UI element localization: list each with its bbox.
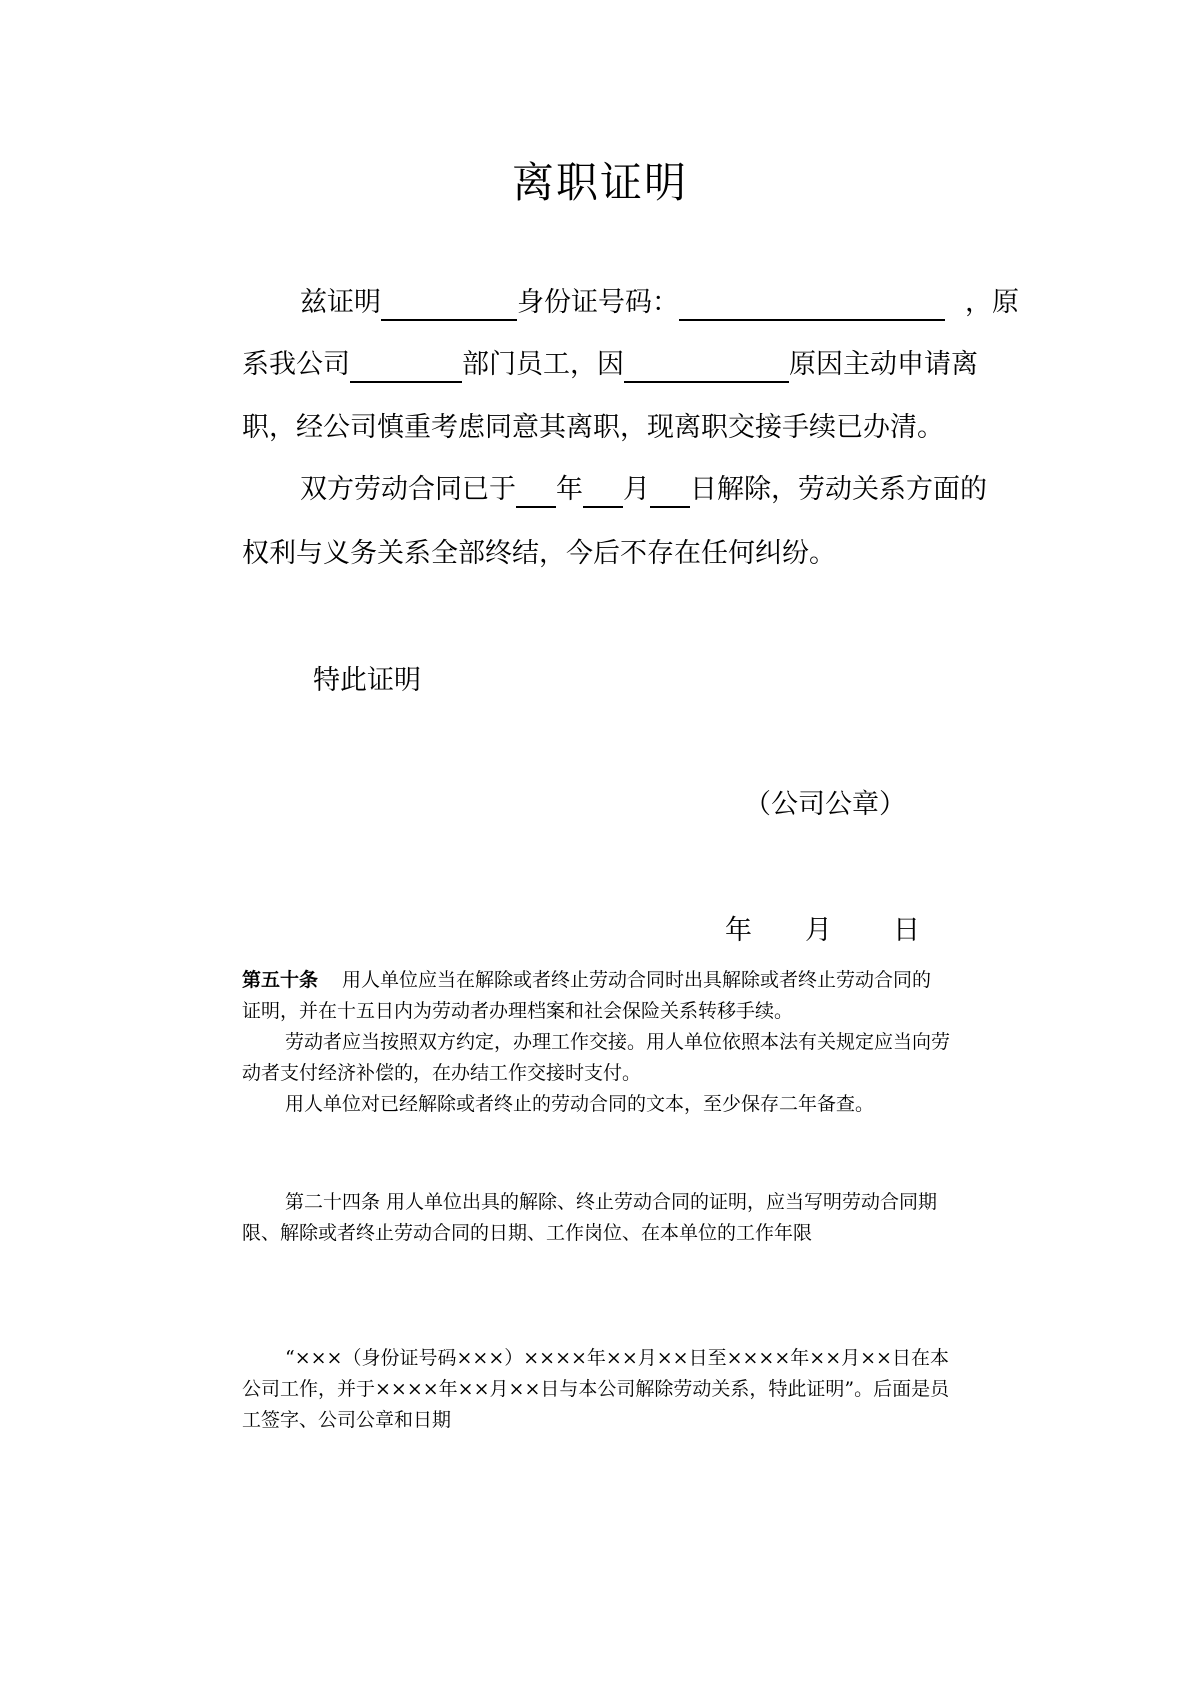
text: 年 xyxy=(556,474,583,505)
law50-line3: 劳动者应当按照双方约定，办理工作交接。用人单位依照本法有关规定应当向劳 xyxy=(285,1031,951,1053)
id-number-blank[interactable] xyxy=(679,289,945,321)
closing-text: 特此证明 xyxy=(313,665,421,696)
department-blank[interactable] xyxy=(350,351,462,383)
text: 部门员工，因 xyxy=(462,349,624,380)
law24-line1: 第二十四条 用人单位出具的解除、终止劳动合同的证明，应当写明劳动合同期 xyxy=(285,1191,938,1213)
month-blank[interactable] xyxy=(583,476,623,508)
text: 用人单位应当在解除或者终止劳动合同时出具解除或者终止劳动合同的 xyxy=(342,969,932,991)
law50-line4: 动者支付经济补偿的，在办结工作交接时支付。 xyxy=(242,1062,642,1084)
date-day: 日 xyxy=(893,915,920,946)
reason-blank[interactable] xyxy=(624,351,789,383)
day-blank[interactable] xyxy=(650,476,690,508)
name-blank[interactable] xyxy=(381,289,517,321)
text: 兹证明 xyxy=(300,287,381,318)
sample-line2: 公司工作，并于××××年××月××日与本公司解除劳动关系，特此证明”。后面是员 xyxy=(242,1378,950,1400)
para2-line2: 权利与义务关系全部终结，今后不存在任何纠纷。 xyxy=(242,538,836,569)
law50-line2: 证明，并在十五日内为劳动者办理档案和社会保险关系转移手续。 xyxy=(242,1000,794,1022)
text: 双方劳动合同已于 xyxy=(300,474,516,505)
date-year: 年 xyxy=(725,915,752,946)
article-label: 第五十条 xyxy=(242,969,319,991)
text: 身份证号码： xyxy=(517,287,679,318)
text: 系我公司 xyxy=(242,349,350,380)
sample-line1: “×××（身份证号码×××）××××年××月××日至××××年××月××日在本 xyxy=(285,1347,949,1369)
law24-line2: 限、解除或者终止劳动合同的日期、工作岗位、在本单位的工作年限 xyxy=(242,1222,813,1244)
para2-line1 xyxy=(300,472,987,508)
sample-line3: 工签字、公司公章和日期 xyxy=(242,1409,452,1431)
company-seal: （公司公章） xyxy=(744,789,906,820)
law50-line1 xyxy=(242,965,931,995)
law50-line5: 用人单位对已经解除或者终止的劳动合同的文本，至少保存二年备查。 xyxy=(285,1093,875,1115)
para1-line2 xyxy=(242,347,978,383)
text: 日解除，劳动关系方面的 xyxy=(690,474,987,505)
page-title: 离职证明 xyxy=(511,158,688,207)
date-month: 月 xyxy=(805,915,832,946)
para1-line1 xyxy=(300,285,1019,321)
para1-line3: 职，经公司慎重考虑同意其离职，现离职交接手续已办清。 xyxy=(242,412,944,443)
text: 月 xyxy=(623,474,650,505)
year-blank[interactable] xyxy=(516,476,556,508)
text: 原因主动申请离 xyxy=(789,349,978,380)
text: ，原 xyxy=(965,287,1019,318)
